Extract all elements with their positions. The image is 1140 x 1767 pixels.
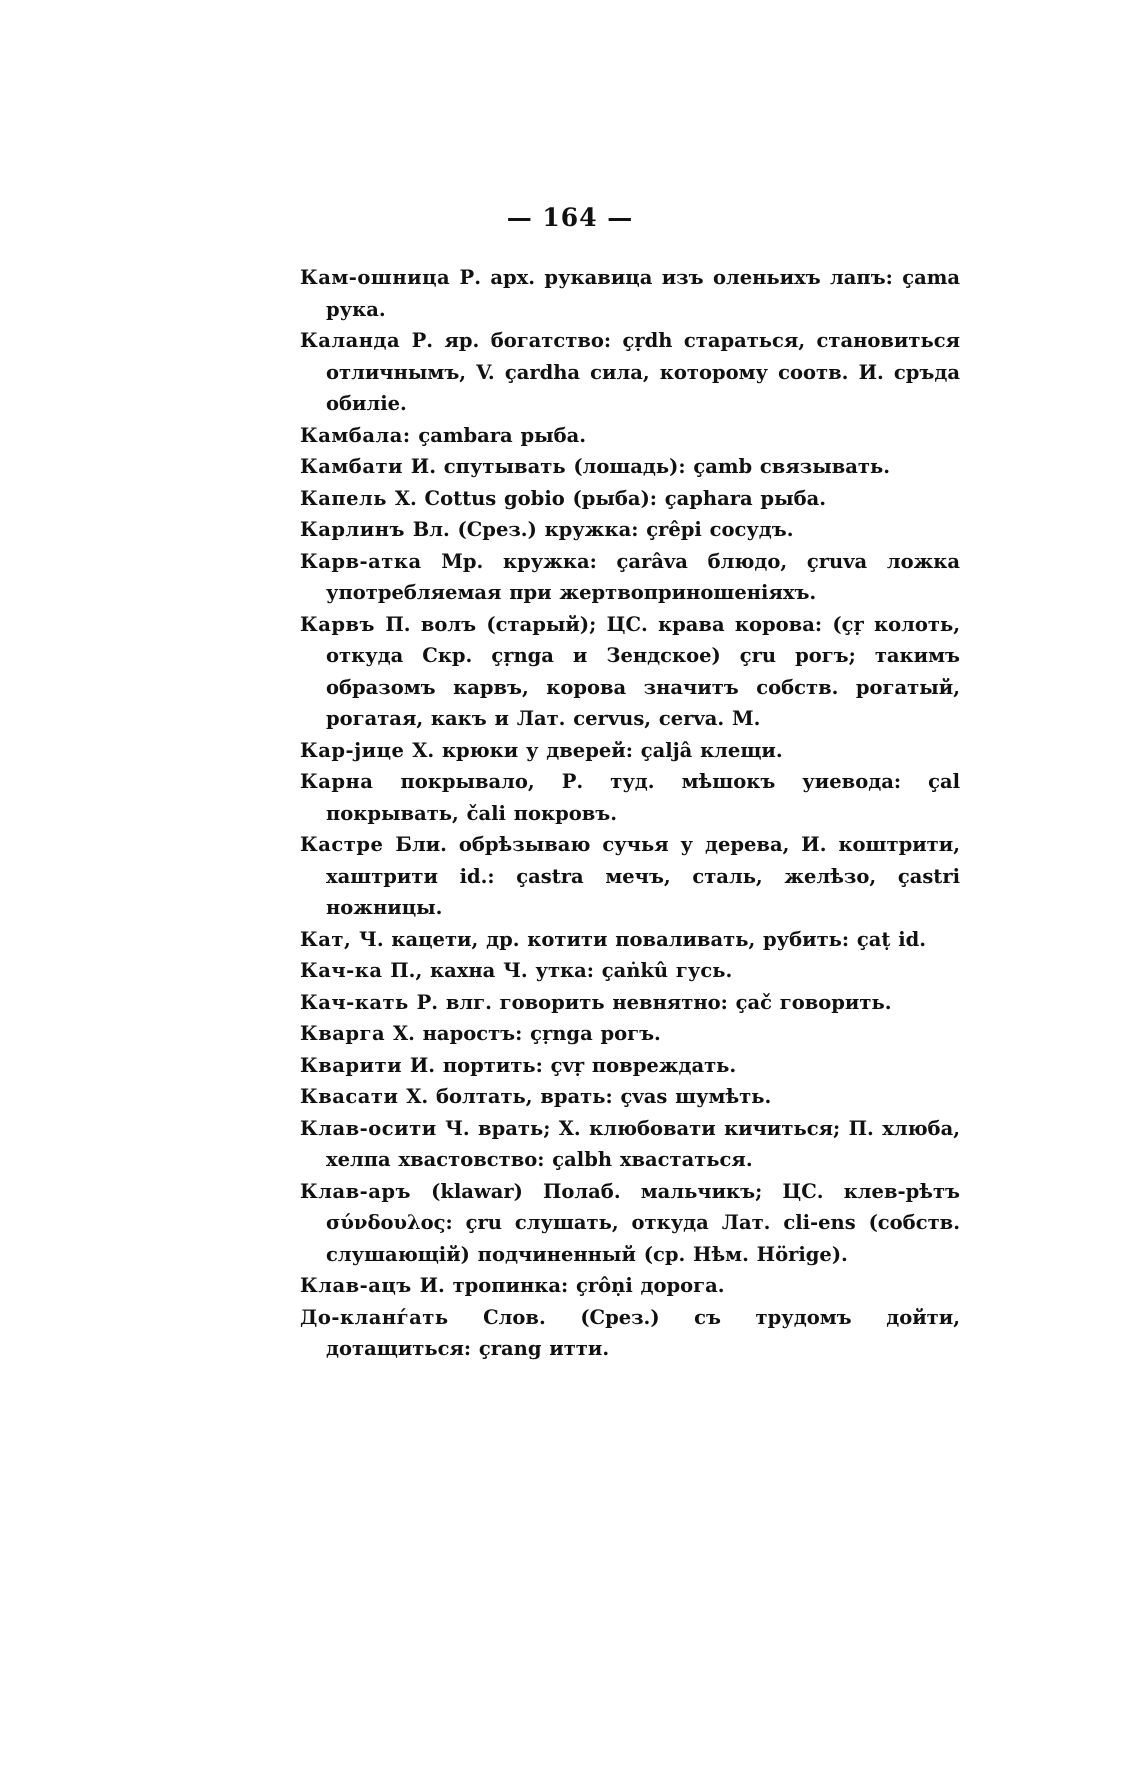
dictionary-entry [300,1270,960,1302]
entry-headword: Каланда [300,329,401,352]
entry-headword: Кат, [300,927,352,951]
entry-headword: Карв-атка [300,549,422,573]
dictionary-entry [300,1018,960,1050]
entry-headword: Кач-кать [300,990,409,1014]
entry-text: покрывало, Р. туд. мѣшокъ уиевода: çal покрывать, čali покровъ. [326,770,960,825]
dictionary-entry [300,924,960,956]
dictionary-entry [300,420,960,452]
dictionary-entry [300,1176,960,1271]
entry-headword: Кач-ка [300,959,383,982]
entry-text: П., кахна Ч. утка: çaṅkû гусь. [390,959,733,982]
dictionary-entry [300,325,960,420]
entry-headword: Капель [300,486,388,510]
entry-headword: Кам-ошница [300,266,451,289]
dictionary-entry [300,483,960,515]
entry-text: Мр. кружка: çarâva блюдо, çruva ложка употребляемая при жертвоприношеніяхъ. [326,549,960,604]
dictionary-entry [300,735,960,767]
entry-text: X. крюки у дверей: çalјâ клещи. [412,738,783,762]
entry-text: Бли. обрѣзываю сучья у дерева, И. коштрити, хаштрити id.: çastra мечъ, сталь, желѣзо, çastri ножницы. [326,833,960,919]
entry-headword: Карвъ [300,612,376,636]
dictionary-entry [300,987,960,1019]
entry-headword: Клав-ацъ [300,1274,412,1297]
entry-headword: Клав-осити [300,1116,437,1140]
dictionary-entry [300,262,960,325]
page-number: — 164 — [506,203,634,232]
dictionary-entry [300,546,960,609]
entry-text: И. портить: çvṛ повреждать. [409,1053,737,1077]
entry-text: X. Cottus gobio (рыба): çaphara рыба. [394,486,827,510]
entry-text: П. волъ (старый); ЦС. крава корова: (çṛ колоть, откуда Скр. çṛnga и Зендское) çru рогъ; такимъ образомъ карвъ, корова значитъ собств. рогатый, рогатая, какъ и Лат. cervus, cerva. М. [326,612,960,730]
entry-text: Вл. (Срез.) кружка: çrêpi сосудъ. [412,518,794,541]
dictionary-entries [300,262,960,1365]
entry-headword: Кварити [300,1053,403,1077]
entry-text: X. наростъ: çṛnga рогъ. [392,1022,661,1045]
dictionary-entry [300,1081,960,1113]
dictionary-entry [300,514,960,546]
entry-text: И. спутывать (лошадь): çamb связывать. [410,455,891,478]
entry-headword: Квасати [300,1085,399,1108]
entry-headword: Карлинъ [300,518,405,541]
dictionary-entry [300,609,960,735]
dictionary-entry [300,1302,960,1365]
entry-headword: Кастре [300,833,384,856]
entry-headword: Клав-аръ [300,1179,411,1203]
dictionary-entry [300,1050,960,1082]
dictionary-entry [300,766,960,829]
entry-headword: Камбала: [300,423,411,447]
entry-text: Р. арх. рукавица изъ оленьихъ лапъ: çama рука. [326,266,960,321]
entry-headword: Камбати [300,455,403,478]
dictionary-entry [300,829,960,924]
entry-text: çambara рыба. [418,423,587,447]
entry-text: Слов. (Срез.) съ трудомъ дойти, дотащиться: çrang итти. [326,1305,960,1360]
entry-headword: Кар-јице [300,738,405,762]
entry-headword: Карна [300,770,374,793]
dictionary-entry [300,955,960,987]
dictionary-entry [300,451,960,483]
entry-headword: До-кланѓать [300,1305,449,1329]
entry-text: (klawar) Полаб. мальчикъ; ЦС. клев-рѣтъ σύνδουλος: çru слушать, откуда Лат. cli-ens (собств. слушающій) подчиненный (ср. Нѣм. Hörige). [326,1179,960,1266]
entry-text: Ч. кацети, др. котити поваливать, рубить: çaṭ id. [359,927,927,951]
entry-text: Ч. врать; X. клюбовати кичиться; П. хлюба, хелпа хвастовство: çalbh хвастаться. [326,1116,960,1171]
entry-text: X. болтать, врать: çvas шумѣть. [406,1085,772,1108]
entry-text: Р. влг. говорить невнятно: çač говорить. [416,990,892,1014]
entry-text: И. тропинка: çrôṇi дорога. [419,1274,725,1297]
entry-headword: Кварга [300,1022,386,1045]
dictionary-entry [300,1113,960,1176]
entry-text: Р. яр. богатство: çṛdh стараться, становиться отличнымъ, V. çardha сила, которому соотв. И. сръда обиліе. [326,329,960,415]
